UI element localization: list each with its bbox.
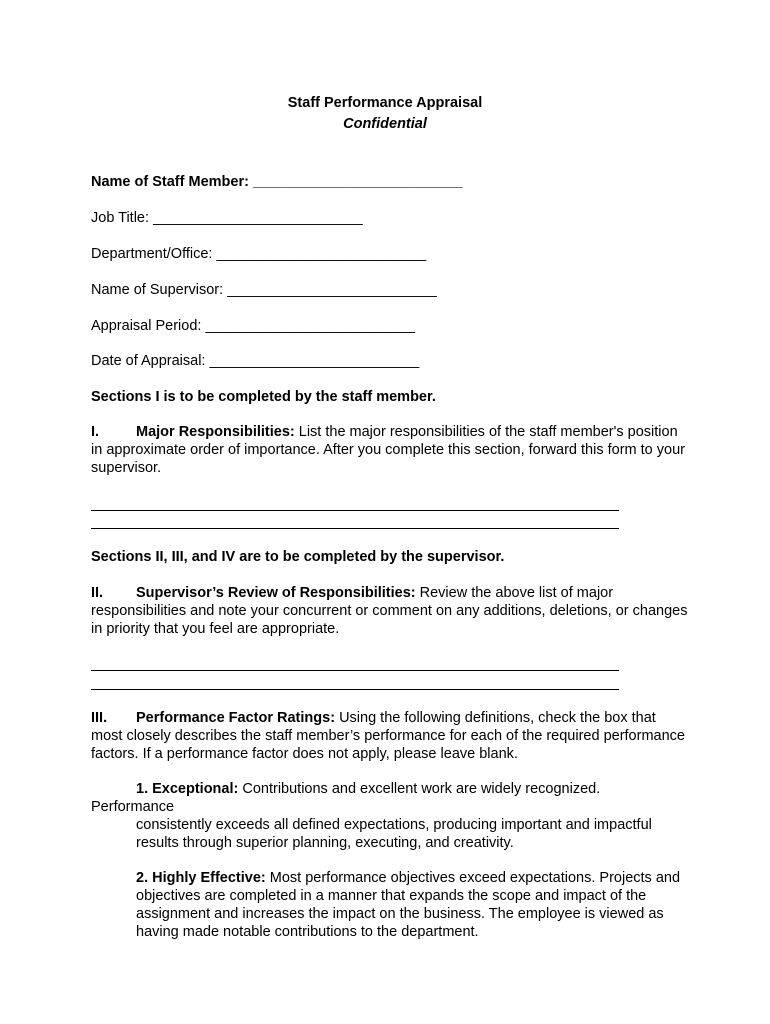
section-heading: Supervisor’s Review of Responsibilities: [136,585,416,601]
section-heading: Major Responsibilities: [136,424,295,440]
answer-line[interactable] [91,689,619,690]
answer-line[interactable] [91,528,619,529]
section-numeral: I. [91,424,100,440]
field-label: Name of Staff Member: [91,174,249,190]
field-blank[interactable]: __________________________ [205,318,416,334]
document-subtitle: Confidential [343,116,427,132]
rating-heading: 2. Highly Effective: [136,870,266,886]
section-text: List the major responsibilities of the staff member's position in approximate order of importance. After you complete this section, forward this form to your supervisor. [91,424,685,476]
instruction-staff: Sections I is to be completed by the staff member. [91,389,436,405]
field-label: Department/Office: [91,246,213,262]
field-appraisal-date [91,352,419,370]
section-text: Review the above list of major responsibilities and note your concurrent or comment on any additions, deletions, or changes in priority that you feel are appropriate. [91,585,688,637]
field-label: Job Title: [91,210,150,226]
instruction-supervisor: Sections II, III, and IV are to be completed by the supervisor. [91,549,505,565]
field-blank[interactable]: __________________________ [216,246,427,262]
field-supervisor [91,281,437,299]
section-text: Using the following definitions, check the box that most closely describes the staff member’s performance for each of the required performance factors. If a performance factor does not apply, please leave blank. [91,710,685,762]
field-label: Appraisal Period: [91,318,202,334]
section-3 [91,709,691,763]
section-numeral: II. [91,585,104,601]
field-label: Date of Appraisal: [91,353,206,369]
field-blank[interactable]: __________________________ [252,174,463,190]
rating-heading: 1. Exceptional: [136,781,239,797]
field-staff-name [91,173,463,191]
field-blank[interactable]: __________________________ [153,210,363,226]
section-1 [91,423,691,477]
field-department [91,245,426,263]
rating-1-first-line [136,780,696,798]
field-blank[interactable]: __________________________ [209,353,420,369]
rating-2 [136,869,696,941]
section-heading: Performance Factor Ratings: [136,710,336,726]
rating-text: Most performance objectives exceed expectations. Projects and objectives are completed in a manner that expands the scope and impact of the assignment and increases the impact on the business. The employee is viewed as having made notable contributions to the department. [136,870,681,940]
field-job-title [91,209,363,227]
section-numeral: III. [91,710,108,726]
document-title: Staff Performance Appraisal [287,95,483,111]
rating-1-rest: consistently exceeds all defined expectations, producing important and impactful results through superior planning, executing, and creativity. [136,817,652,851]
rating-1-wrap: Performance [91,799,175,815]
answer-line[interactable] [91,670,619,671]
field-label: Name of Supervisor: [91,282,224,298]
field-appraisal-period [91,317,415,335]
field-blank[interactable]: __________________________ [227,282,437,298]
answer-line[interactable] [91,510,619,511]
section-2 [91,584,691,638]
rating-text: Contributions and excellent work are widely recognized. [242,781,601,797]
